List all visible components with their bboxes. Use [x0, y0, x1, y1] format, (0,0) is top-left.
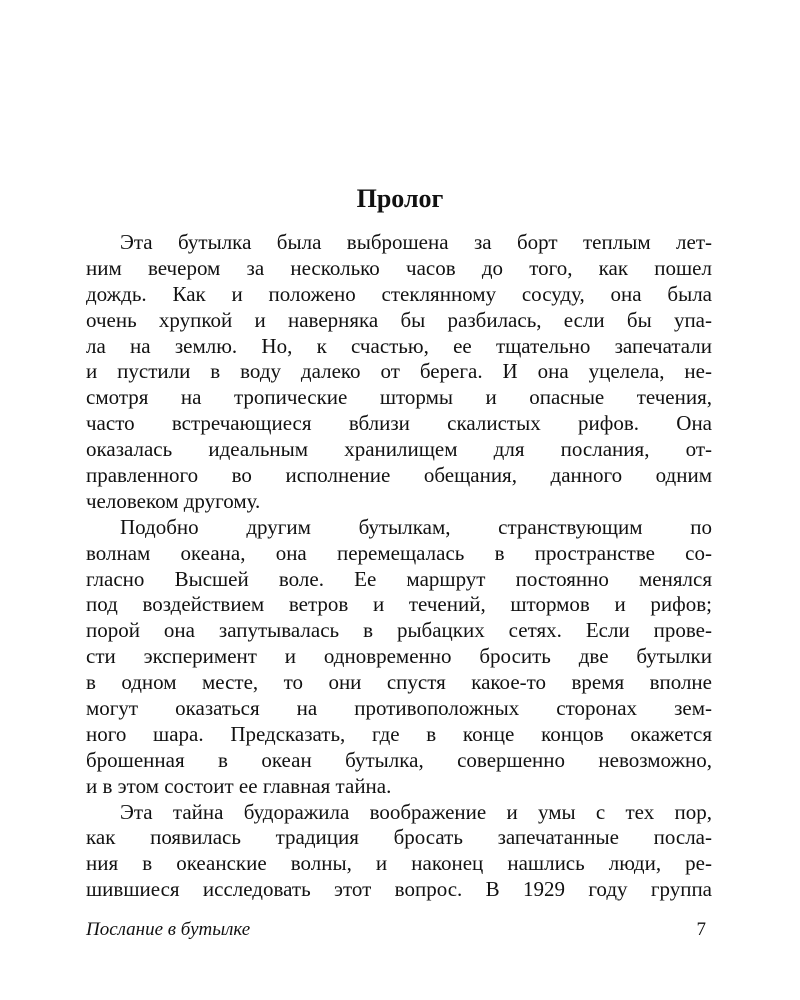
text-line: очень хрупкой и наверняка бы разбилась, если бы упа- [86, 307, 712, 332]
text-line: человеком другому. [86, 488, 261, 513]
page-number: 7 [696, 919, 706, 940]
text-line: сти эксперимент и одновременно бросить две бутылки [86, 644, 712, 669]
paragraph [86, 800, 712, 904]
text-line: под воздействием ветров и течений, штормов и рифов; [86, 592, 712, 617]
running-title: Послание в бутылке [86, 919, 251, 940]
text-line: брошенная в океан бутылка, совершенно невозможно, [86, 747, 712, 772]
chapter-title: Пролог [356, 184, 444, 213]
page-footer [86, 917, 706, 943]
text-line: смотря на тропические штормы и опасные течения, [86, 385, 712, 410]
body-text [86, 230, 712, 903]
text-line: правленного во исполнение обещания, данного одним [86, 463, 712, 488]
text-line: могут оказаться на противоположных сторонах зем- [86, 696, 712, 721]
text-line: в одном месте, то они спустя какое-то время вполне [86, 670, 712, 695]
text-line: ла на землю. Но, к счастью, ее тщательно запечатали [86, 333, 712, 358]
text-line: и в этом состоит ее главная тайна. [86, 773, 392, 798]
text-line: Эта бутылка была выброшена за борт теплым лет- [120, 230, 712, 254]
text-line: как появилась традиция бросать запечатанные посла- [86, 825, 712, 850]
text-line: волнам океана, она перемещалась в пространстве со- [86, 540, 712, 565]
text-line: ния в океанские волны, и наконец нашлись люди, ре- [86, 851, 712, 876]
text-line: дождь. Как и положено стеклянному сосуду, она была [86, 281, 712, 306]
text-line: шившиеся исследовать этот вопрос. В 1929 году группа [86, 877, 712, 902]
text-line: Эта тайна будоражила воображение и умы с тех пор, [120, 799, 712, 824]
text-line: и пустили в воду далеко от берега. И она уцелела, не- [86, 359, 712, 384]
paragraph [86, 515, 712, 800]
text-line: порой она запутывалась в рыбацких сетях. Если прове- [86, 618, 712, 643]
text-line: оказалась идеальным хранилищем для послания, от- [86, 437, 712, 462]
text-line: гласно Высшей воле. Ее маршрут постоянно менялся [86, 566, 712, 591]
paragraph [86, 230, 712, 515]
text-line: часто встречающиеся вблизи скалистых рифов. Она [86, 411, 712, 436]
text-line: ним вечером за несколько часов до того, как пошел [86, 255, 712, 280]
text-line: ного шара. Предсказать, где в конце концов окажется [86, 721, 712, 746]
text-line: Подобно другим бутылкам, странствующим по [120, 514, 712, 539]
